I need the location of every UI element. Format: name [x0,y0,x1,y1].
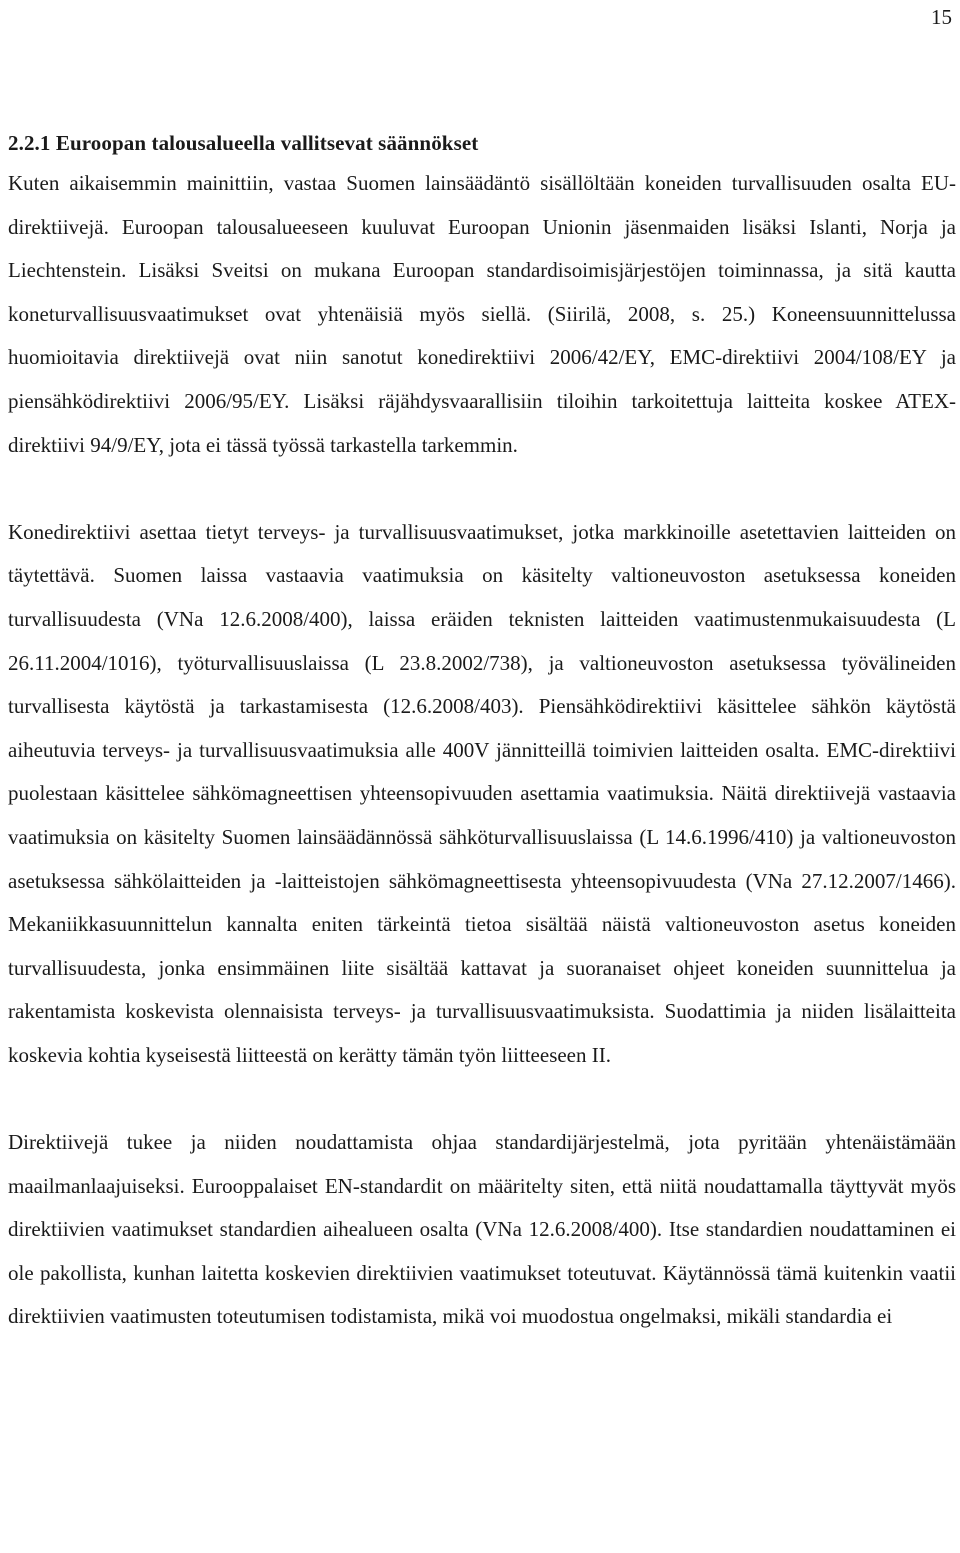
sentence: Mekaniikkasuunnittelun kannalta eniten tärkeintä tietoa sisältää näistä valtioneuvoston asetus koneiden turvallisuudesta, jonka ensimmäinen liite sisältää kattavat ja suoranaiset ohjeet koneiden suunnittelua ja rakentamista koskevista olennaisista terveys- ja turvallisuusvaatimuksista. [8,912,956,1024]
sentence: Käytännössä tämä kuitenkin vaatii direktiivien vaatimusten toteutumisen todistamista, mikä voi muodostua ongelmaksi, mikäli standardia ei [8,1260,956,1329]
paragraph-2 [8,511,956,1078]
page-body [8,128,956,1339]
sentence: Kuten aikaisemmin mainittiin, vastaa Suomen lainsäädäntö sisällöltään koneiden turvallisuuden osalta EU-direktiivejä. [8,171,956,239]
section-heading: 2.2.1 Euroopan talousalueella vallitsevat säännökset [8,131,479,155]
sentence: Lisäksi Sveitsi on mukana Euroopan standardisoimisjärjestöjen toiminnassa, ja sitä kautta koneturvallisuusvaatimukset ovat yhtenäisiä myös siellä. (Siirilä, 2008, s. 25.) [8,258,956,326]
sentence: Näitä direktiivejä vastaavia vaatimuksia on käsitelty Suomen lainsäädännössä sähköturvallisuuslaissa (L 14.6.1996/410) ja valtioneuvoston asetuksessa sähkölaitteiden ja -laitteistojen sähkömagneettisesta yhteensopivuudesta (VNa 27.12.2007/1466). [8,781,956,893]
sentence: Koneensuunnittelussa huomioitavia direktiivejä ovat niin sanotut konedirektiivi 2006/42/EY, EMC-direktiivi 2004/108/EY ja piensähködirektiivi 2006/95/EY. [8,301,956,413]
page-number: 15 [931,5,952,29]
paragraph-3 [8,1121,956,1339]
sentence: EMC-direktiivi puolestaan käsittelee sähkömagneettisen yhteensopivuuden asettamia vaatimuksia. [8,737,956,806]
sentence: Lisäksi räjähdysvaarallisiin tiloihin tarkoitettuja laitteita koskee ATEX-direktiivi 94/9/EY, jota ei tässä työssä tarkastella tarkemmin. [8,388,956,457]
sentence: Direktiivejä tukee ja niiden noudattamista ohjaa standardijärjestelmä, jota pyritään yhtenäistämään maailmanlaajuiseksi. [8,1130,956,1198]
sentence: Konedirektiivi asettaa tietyt terveys- ja turvallisuusvaatimukset, jotka markkinoille asetettavien laitteiden on täytettävä. [8,519,956,588]
sentence: Eurooppalaiset EN-standardit on määritelty siten, että niitä noudattamalla täyttyvät myös direktiivien vaatimukset standardien aihealueen osalta (VNa 12.6.2008/400). [8,1173,956,1242]
sentence: Piensähködirektiivi käsittelee sähkön käytöstä aiheutuvia terveys- ja turvallisuusvaatimuksia alle 400V jännitteillä toimivien laitteiden osalta. [8,694,956,762]
sentence: Suodattimia ja niiden lisälaitteita koskevia kohtia kyseisestä liitteestä on kerätty tämän työn liitteeseen II. [8,999,956,1067]
paragraph-1 [8,162,956,467]
sentence: Euroopan talousalueeseen kuuluvat Euroopan Unionin jäsenmaiden lisäksi Islanti, Norja ja Liechtenstein. [8,214,956,283]
sentence: Itse standardien noudattaminen ei ole pakollista, kunhan laitetta koskevien direktiivien vaatimukset toteutuvat. [8,1217,956,1285]
sentence: Suomen laissa vastaavia vaatimuksia on käsitelty valtioneuvoston asetuksessa koneiden turvallisuudesta (VNa 12.6.2008/400), laissa eräiden teknisten laitteiden vaatimustenmukaisuudesta (L 26.11.2004/1016), työturvallisuuslaissa (L 23.8.2002/738), ja valtioneuvoston asetuksessa työvälineiden turvallisesta käytöstä ja tarkastamisesta (12.6.2008/403). [8,563,956,719]
